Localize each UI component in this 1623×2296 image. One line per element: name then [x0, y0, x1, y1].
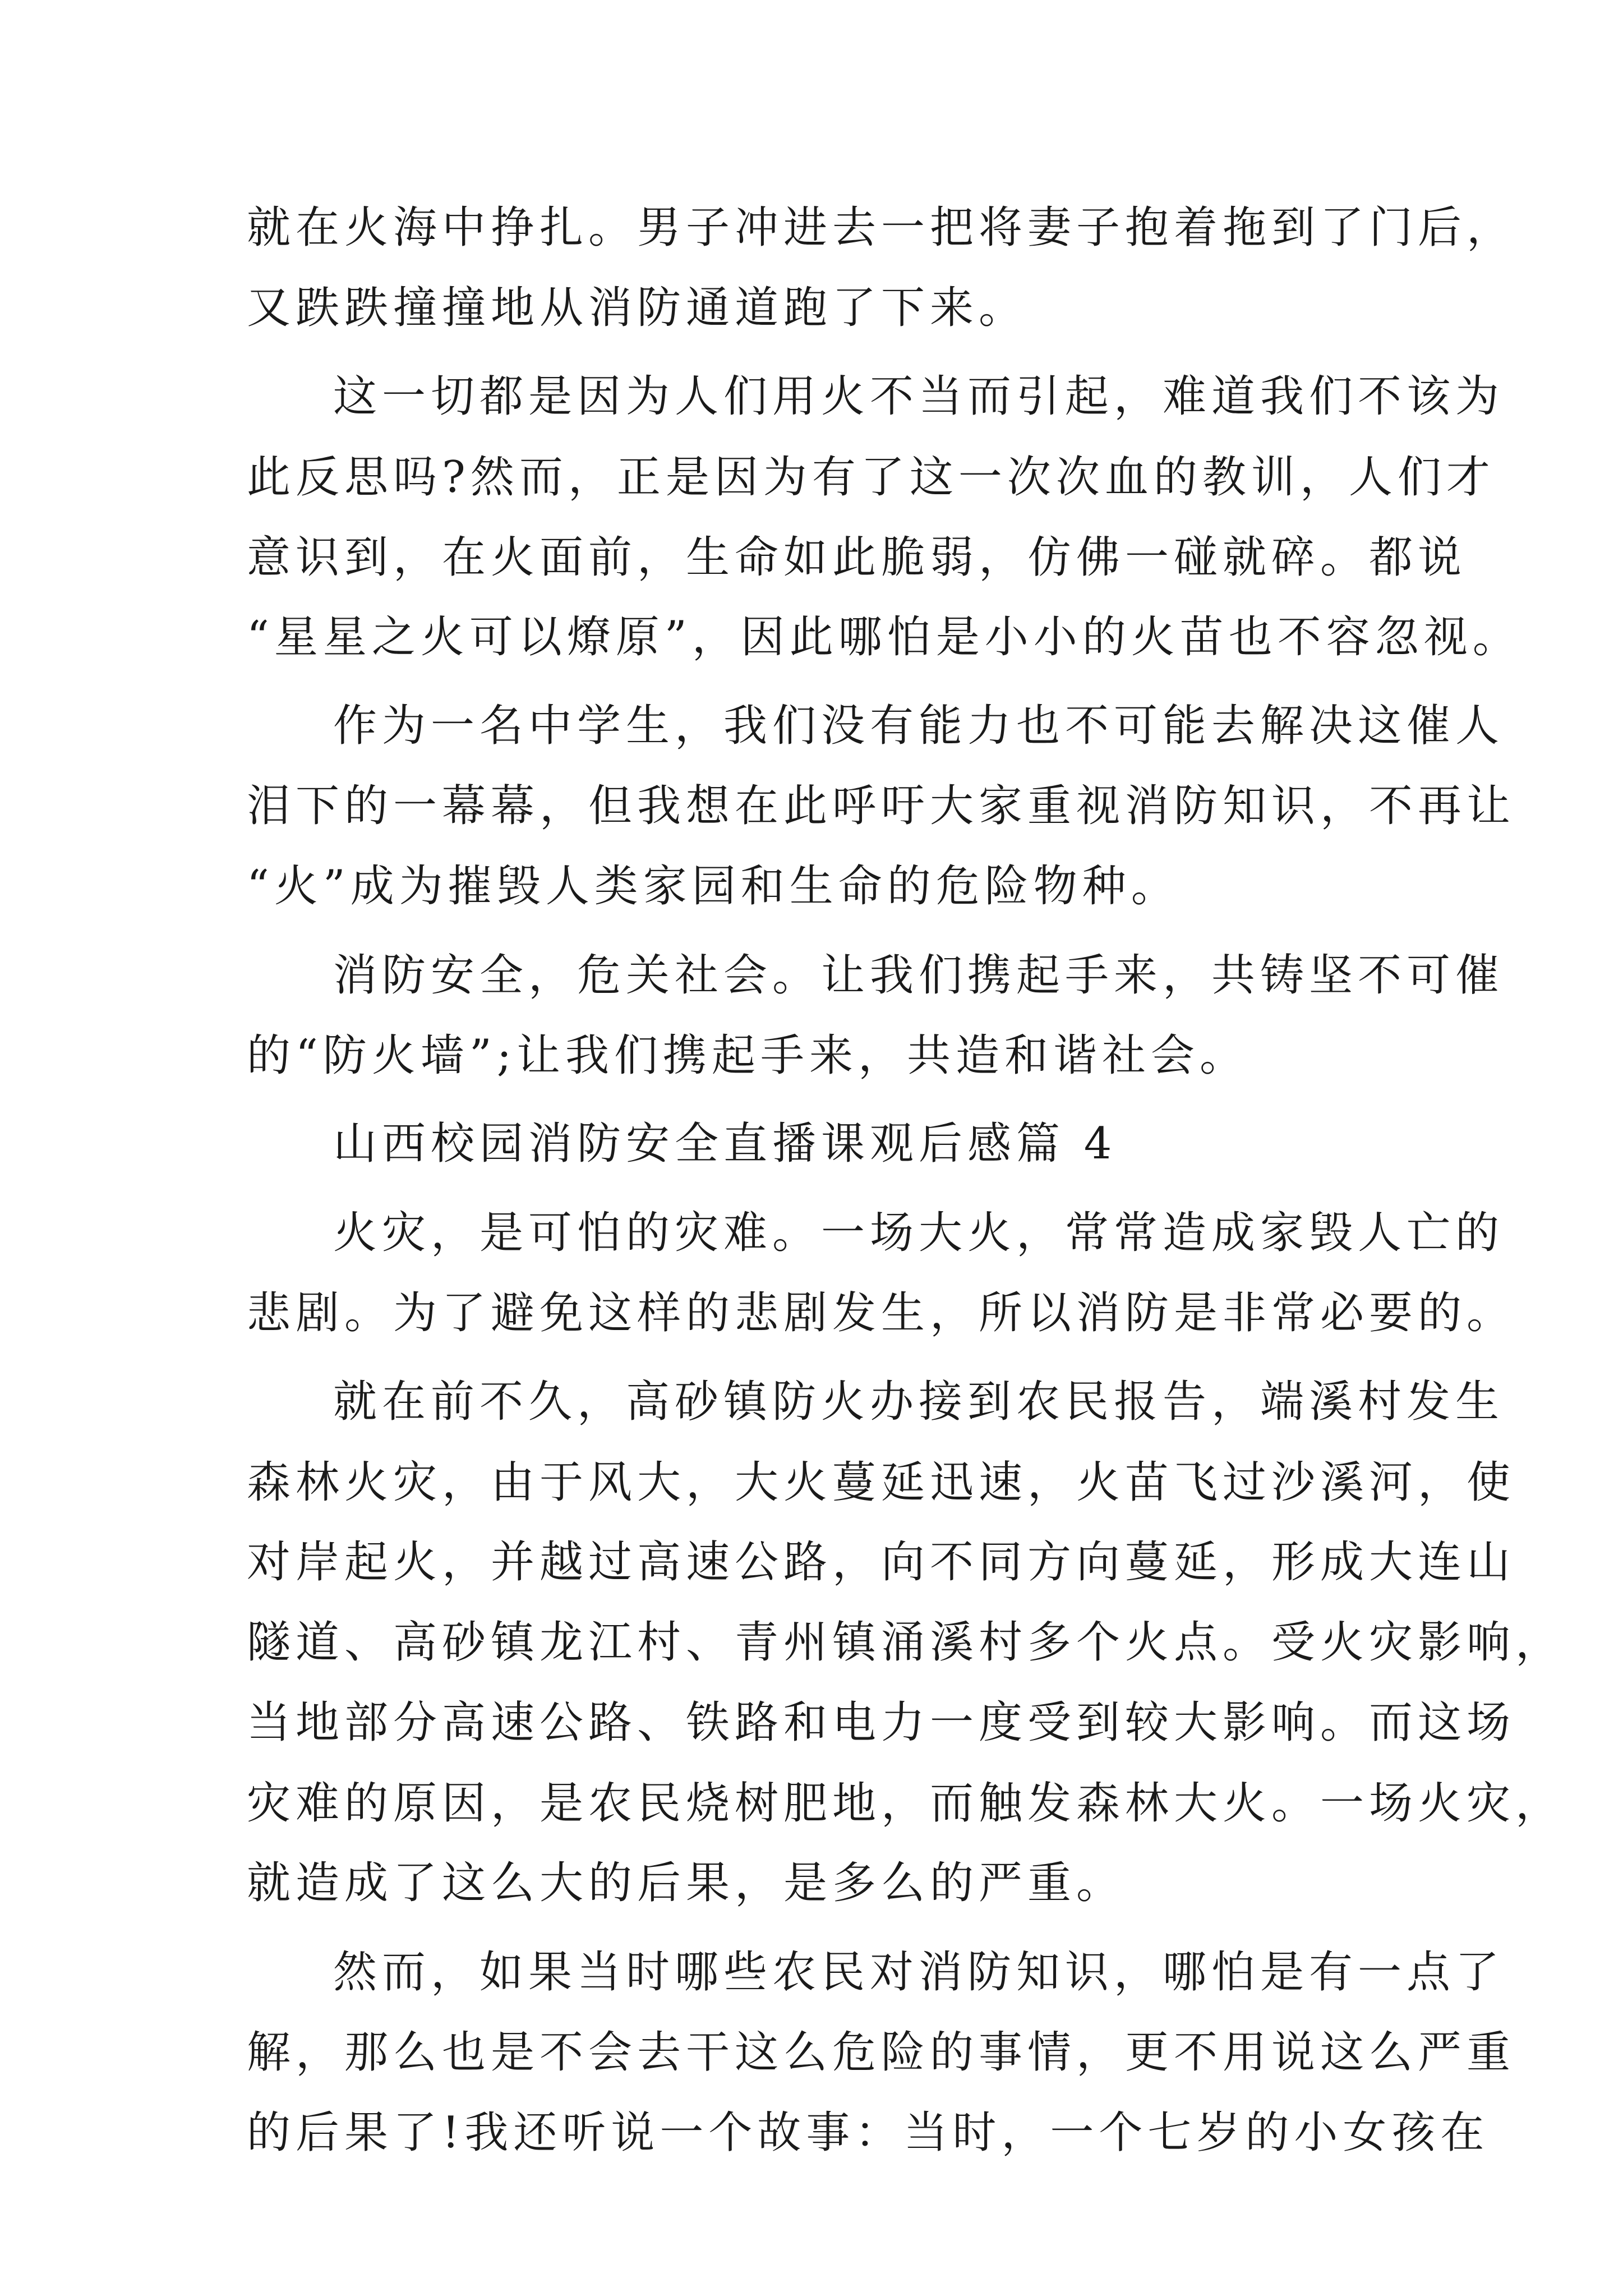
text-line: 就造成了这么大的后果，是多么的严重。	[247, 1858, 1126, 1908]
text-line: 悲剧。为了避免这样的悲剧发生，所以消防是非常必要的。	[247, 1288, 1516, 1338]
text-line: 当地部分高速公路、铁路和电力一度受到较大影响。而这场	[247, 1697, 1516, 1748]
text-line: 森林火灾，由于风大，大火蔓延迅速，火苗飞过沙溪河，使	[247, 1457, 1516, 1508]
text-line: “星星之火可以燎原”，因此哪怕是小小的火苗也不容忽视。	[247, 612, 1521, 662]
text-line: 就在火海中挣扎。男子冲进去一把将妻子抱着拖到了门后，	[247, 203, 1516, 253]
text-line: 然而，如果当时哪些农民对消防知识，哪怕是有一点了	[333, 1947, 1505, 1998]
text-line: 的“防火墙”;让我们携起手来，共造和谐社会。	[247, 1030, 1249, 1081]
text-line: 灾难的原因，是农民烧树肥地，而触发森林大火。一场火灾，	[247, 1778, 1565, 1829]
text-line: 此反思吗?然而，正是因为有了这一次次血的教训，人们才	[247, 452, 1495, 503]
text-line: 作为一名中学生，我们没有能力也不可能去解决这催人	[333, 701, 1505, 751]
text-line: 泪下的一幕幕，但我想在此呼吁大家重视消防知识，不再让	[247, 781, 1516, 831]
text-line: 又跌跌撞撞地从消防通道跑了下来。	[247, 283, 1028, 333]
text-line: 这一切都是因为人们用火不当而引起，难道我们不该为	[333, 371, 1505, 422]
text-line: 就在前不久，高砂镇防火办接到农民报告，端溪村发生	[333, 1377, 1505, 1427]
section-heading: 山西校园消防安全直播课观后感篇 4	[333, 1119, 1117, 1169]
text-line: 隧道、高砂镇龙江村、青州镇涌溪村多个火点。受火灾影响，	[247, 1617, 1565, 1668]
text-line: 火灾，是可怕的灾难。一场大火，常常造成家毁人亡的	[333, 1208, 1505, 1258]
text-line: 解，那么也是不会去干这么危险的事情，更不用说这么严重	[247, 2027, 1516, 2078]
text-line: 消防安全，危关社会。让我们携起手来，共铸坚不可催	[333, 950, 1505, 1001]
text-line: 的后果了!我还听说一个故事：当时，一个七岁的小女孩在	[247, 2108, 1490, 2158]
text-line: 对岸起火，并越过高速公路，向不同方向蔓延，形成大连山	[247, 1537, 1516, 1588]
text-line: 意识到，在火面前，生命如此脆弱，仿佛一碰就碎。都说	[247, 532, 1467, 583]
text-line: “火”成为摧毁人类家园和生命的危险物种。	[247, 861, 1180, 912]
